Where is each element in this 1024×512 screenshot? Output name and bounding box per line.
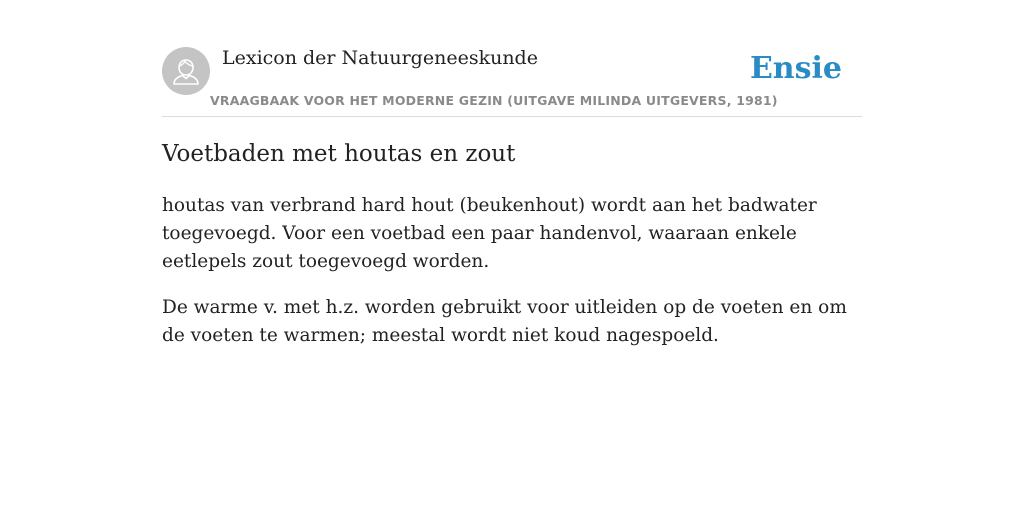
page (162, 0, 862, 346)
avatar[interactable] (162, 47, 210, 95)
entry-paragraph: houtas van verbrand hard hout (beukenhout) wordt aan het badwater toegevoegd. Voor een voetbad een paar handenvol, waaraan enkele eetlepels zout toegevoegd worden. (162, 195, 817, 272)
entry-title: Voetbaden met houtas en zout (162, 141, 516, 167)
source-header (162, 0, 862, 117)
book-title[interactable]: Lexicon der Natuurgeneeskunde (222, 47, 538, 69)
entry-body (162, 192, 862, 368)
entry-paragraph: De warme v. met h.z. worden gebruikt voor uitleiden op de voeten en om de voeten te warmen; meestal wordt niet koud nagespoeld. (162, 297, 847, 346)
book-subtitle: VRAAGBAAK VOOR HET MODERNE GEZIN (UITGAVE MILINDA UITGEVERS, 1981) (210, 93, 778, 108)
user-silhouette-icon (162, 47, 210, 95)
brand-logo[interactable]: Ensie (749, 51, 842, 86)
